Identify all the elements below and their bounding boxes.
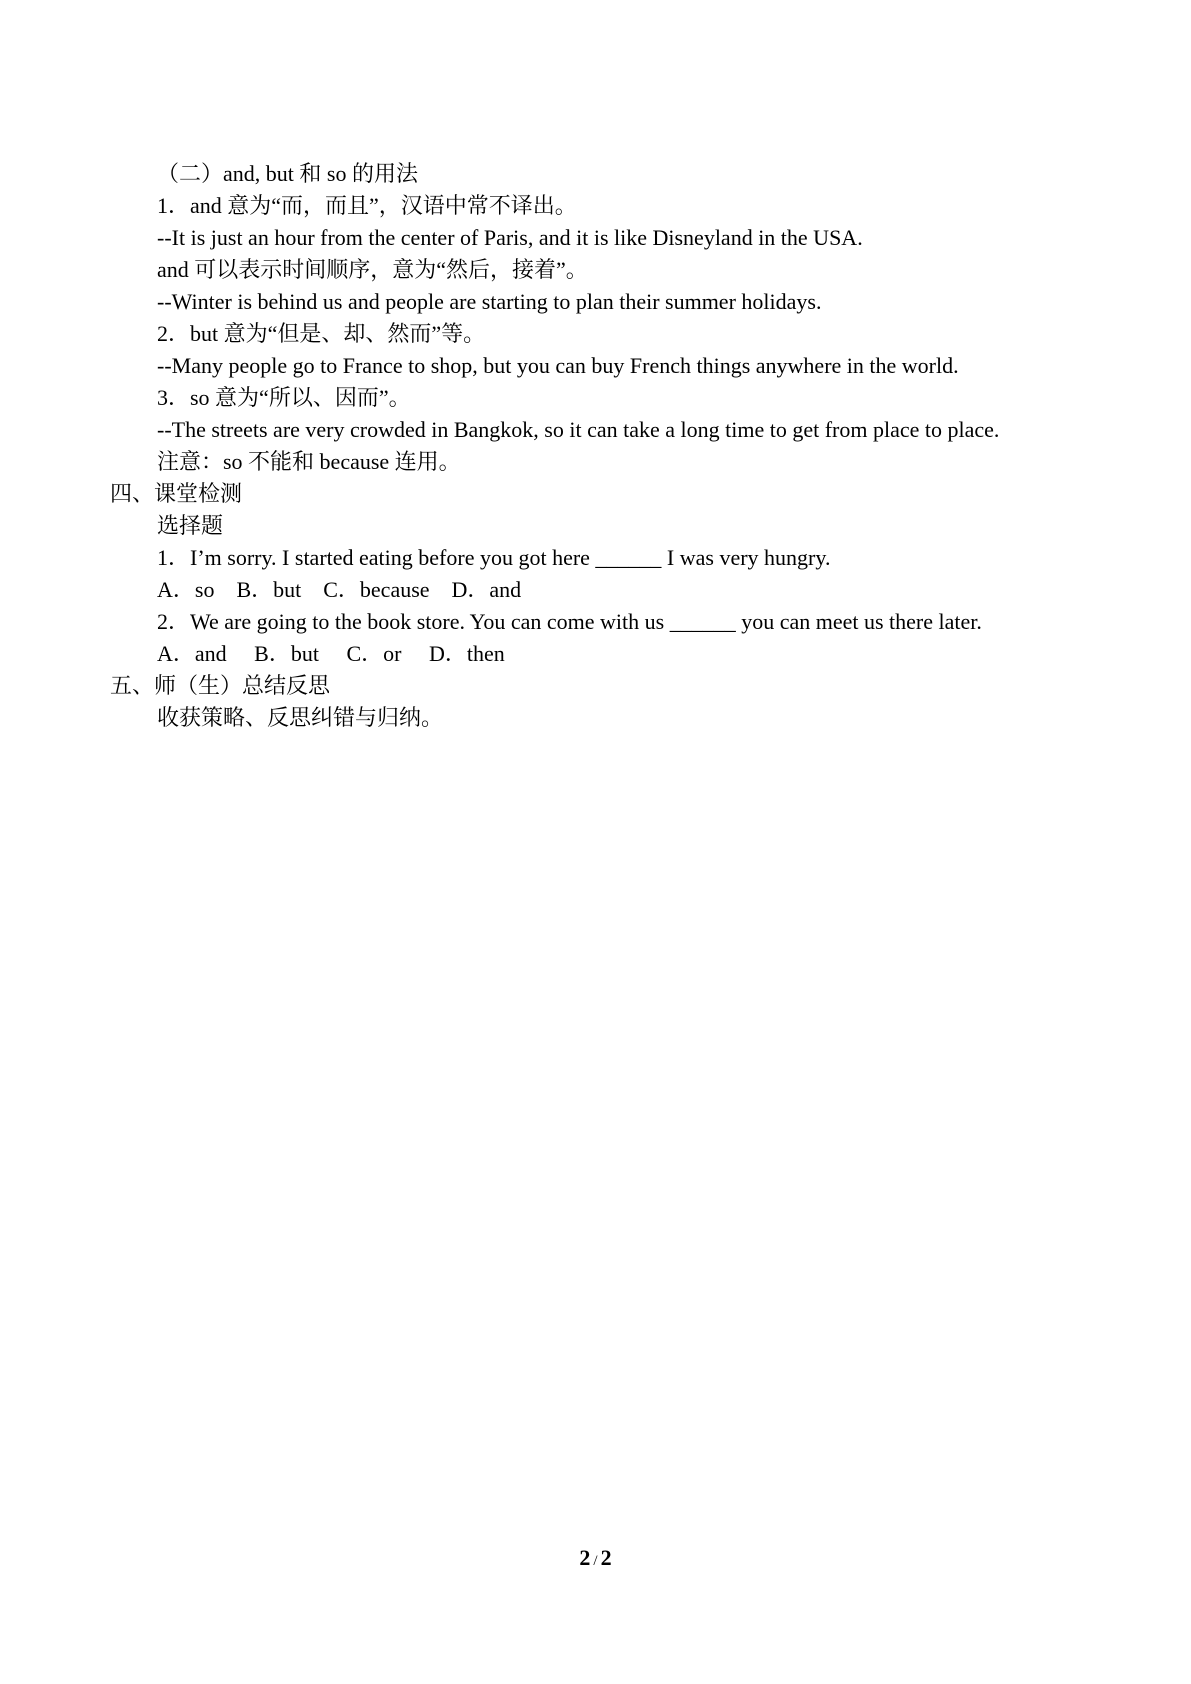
and-rule-2: and 可以表示时间顺序，意为“然后，接着”。 <box>157 257 588 282</box>
but-example: --Many people go to France to shop, but you can buy French things anywhere in the world. <box>157 353 959 378</box>
and-example-2: --Winter is behind us and people are starting to plan their summer holidays. <box>157 289 822 314</box>
so-example: --The streets are very crowded in Bangkok, so it can take a long time to get from place to place. <box>157 417 1000 442</box>
so-rule: 3．so 意为“所以、因而”。 <box>157 385 411 410</box>
section-two-title: （二）and, but 和 so 的用法 <box>157 161 418 186</box>
so-note: 注意：so 不能和 because 连用。 <box>157 449 461 474</box>
section-five-heading: 五、师（生）总结反思 <box>110 673 331 698</box>
section-four-heading: 四、课堂检测 <box>110 481 243 506</box>
question-2: 2．We are going to the book store. You can come with us ______ you can meet us there later. <box>157 609 982 634</box>
page-number <box>0 1545 1191 1571</box>
document-content <box>110 158 1110 734</box>
current-page-number: 2 <box>579 1545 591 1570</box>
total-page-count: 2 <box>600 1545 612 1570</box>
section-five-text: 收获策略、反思纠错与归纳。 <box>157 705 444 730</box>
but-rule: 2．but 意为“但是、却、然而”等。 <box>157 321 486 346</box>
question-1: 1．I’m sorry. I started eating before you got here ______ I was very hungry. <box>157 545 831 570</box>
question-1-options: A．so B．but C．because D．and <box>157 577 522 602</box>
multiple-choice-subheading: 选择题 <box>157 513 224 538</box>
page-number-separator: / <box>593 1553 598 1569</box>
and-example-1: --It is just an hour from the center of Paris, and it is like Disneyland in the USA. <box>157 225 863 250</box>
and-rule: 1．and 意为“而，而且”，汉语中常不译出。 <box>157 193 577 218</box>
question-2-options: A．and B．but C．or D．then <box>157 641 505 666</box>
